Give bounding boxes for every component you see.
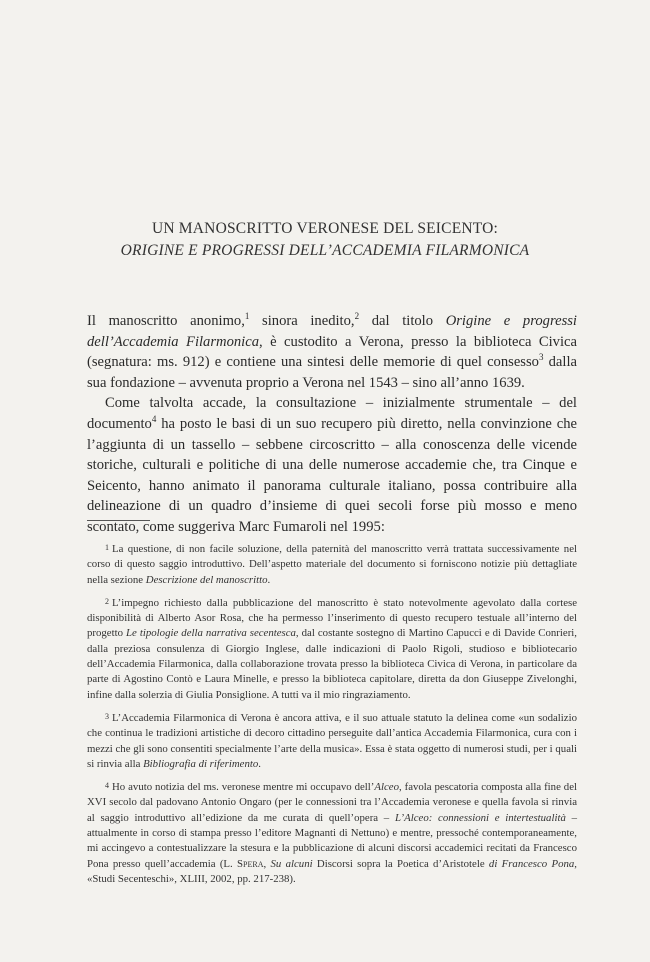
footnote-ref-4[interactable]: 4 [151,414,157,425]
footnote-number: 1 [105,543,109,552]
text-run: , è custodito a Verona, presso la biblioteca Civica (segnatura: ms. 912) e contiene una sintesi delle memorie di quel consesso [87,333,577,371]
italic-text: Bibliografia di riferimento [143,757,259,770]
text-run: Il manoscritto anonimo, [87,313,245,329]
text-run: Ho avuto notizia del ms. veronese mentre mi occupavo dell’ [112,781,375,794]
text-run: La questione, di non facile soluzione, della paternità del manoscritto verrà trattata successivamente nel corso di questo saggio introduttivo. Dell’aspetto materiale del documento si forniscono notizie più dettagliate nella sezione [87,543,577,586]
footnote-separator [87,520,150,521]
text-run: L’Accademia Filarmonica di Verona è ancora attiva, e il suo attuale statuto la delinea come «un sodalizio che continua le tradizioni artistiche di decoro cittadino perseguite dall’antica Accademia Filarmonica, cura con i mezzi che gli sono consentiti specialmente l’arte della musica». Essa è stata oggetto di numerosi studi, per i quali si rinvia alla [87,711,577,770]
text-run: L’impegno richiesto dalla pubblicazione del manoscritto è stato notevolmente agevolato dalla cortese disponibilità di Alberto Asor Rosa, che ha permesso l’inserimento di questo recupero testuale all’interno del progetto [87,596,577,640]
footnote-1 [87,540,577,588]
text-run: , «Studi Secenteschi», XLIII, 2002, pp. 217-238). [87,857,577,885]
footnote-3 [87,709,577,772]
text-run: Come talvolta accade, la consultazione – inizialmente strumentale – del documento [87,395,577,432]
title-line-1: UN MANOSCRITTO VERONESE DEL SEICENTO: [151,220,499,237]
title-line-2: ORIGINE E PROGRESSI DELL’ACCADEMIA FILARMONICA [120,242,530,259]
footnote-2 [87,594,577,703]
author-name: Spera [237,857,264,870]
body-text [87,311,577,538]
chapter-title [60,218,590,262]
italic-title: Origine e progressi dell’Accademia Filarmonica [87,313,577,350]
italic-text: Su alcuni [270,857,313,870]
footnote-4 [87,778,577,887]
text-run: , dal costante sostegno di Martino Capucci e di Davide Conrieri, dalla preziosa consulenza di Giorgio Inglese, dalle indicazioni di Paolo Rigoli, studioso e bibliotecario dell’Accademia Filarmonica, dalla collaborazione trovata presso la biblioteca Civica di Verona, in particolare da parte di Agostino Contò e Laura Minelle, e presso la biblioteca capitolare, diretta da don Giuseppe Zivelonghi, infine dalla solerzia di Giulia Ponsiglione. A tutti va il mio ringraziamento. [87,627,577,701]
italic-text: Descrizione del manoscritto [145,573,268,586]
text-run: sinora inedito, [249,313,355,329]
paragraph-1 [87,311,577,393]
text-run: – attualmente in corso di stampa presso l’editore Magnanti di Nettuno) e mentre, pressoché contemporaneamente, mi accingevo a contestualizzare la stesura e la pubblicazione di alcuni discorsi accademici recitati da Francesco Pona presso quell’accademia (L. [87,811,577,870]
text-run: , favola pescatoria composta alla fine del XVI secolo dal padovano Antonio Ongaro (per le connessioni tra l’Accademia veronese e quella favola si rinvia al saggio introduttivo all’edizione da me curata di quell’opera – [87,781,577,824]
footnote-ref-1[interactable]: 1 [244,311,250,322]
footnote-number: 2 [105,596,109,606]
footnote-ref-3[interactable]: 3 [538,352,544,363]
paragraph-2 [87,393,577,537]
italic-text: di Francesco Pona [488,857,575,870]
footnote-number: 4 [105,781,109,791]
italic-text: Alceo [374,781,399,794]
footnote-number: 3 [105,711,109,721]
italic-text: Le tipologie della narrativa secentesca [126,627,296,640]
text-run: Discorsi sopra la Poetica d’Aristotele [312,857,489,870]
italic-text: L’Alceo: connessioni e intertestualità [394,811,566,824]
text-run: dal titolo [359,313,446,329]
text-run: . [267,573,271,586]
footnote-ref-2[interactable]: 2 [354,311,360,322]
text-run: . [258,757,261,770]
text-run: , [263,857,271,870]
text-run: dalla sua fondazione – avvenuta proprio a Verona nel 1543 – sino all’anno 1639. [87,354,577,391]
text-run: ha posto le basi di un suo recupero più diretto, nella convinzione che l’aggiunta di un tassello – sebbene circoscritto – alla conoscenza delle vicende storiche, culturali e politiche di una delle numerose accademie che, tra Cinque e Seicento, hanno animato il panorama culturale italiano, possa contribuire alla delineazione di un quadro d’insieme di quei secoli forse più mosso e meno scontato, come suggeriva Marc Fumaroli nel 1995: [87,415,577,535]
footnotes [87,540,577,893]
